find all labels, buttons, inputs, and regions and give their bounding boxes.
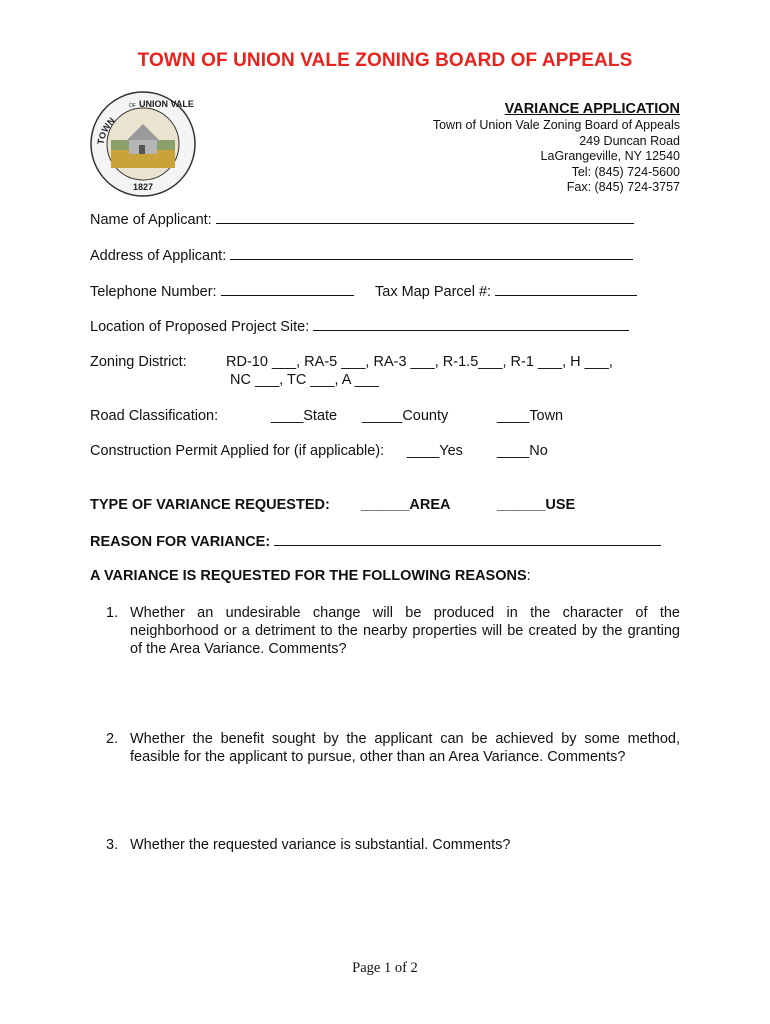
question-number: 3. xyxy=(106,837,119,853)
address-line: LaGrangeville, NY 12540 xyxy=(540,149,680,163)
location-label: Location of Proposed Project Site: xyxy=(90,319,310,335)
seal-top-text: TOWN xyxy=(95,115,117,146)
variance-use-option[interactable]: ______USE xyxy=(497,497,576,513)
question-text: Whether the benefit sought by the applicant can be achieved by some method, feasible for the applicant to pursue, other than an Area Variance. Comments? xyxy=(130,731,680,765)
telephone-row xyxy=(90,283,354,300)
address-label: Address of Applicant: xyxy=(90,248,227,264)
seal-year: 1827 xyxy=(132,182,154,192)
document-title: TOWN OF UNION VALE ZONING BOARD OF APPEALS xyxy=(137,50,633,71)
reasons-colon: : xyxy=(526,568,531,584)
zoning-label: Zoning District: xyxy=(90,354,187,370)
reason-field[interactable] xyxy=(274,533,661,546)
reasons-heading-row xyxy=(90,568,531,584)
address-line: Town of Union Vale Zoning Board of Appeals xyxy=(432,118,680,132)
zoning-options-line1[interactable]: RD-10 ___, RA-5 ___, RA-3 ___, R-1.5___, R-1 ___, H ___, xyxy=(226,354,613,370)
telephone-label: Telephone Number: xyxy=(90,284,217,300)
question-number: 1. xyxy=(106,605,119,621)
question-text: Whether an undesirable change will be produced in the character of the neighborhood or a detriment to the nearby properties will be created by the granting of the Area Variance. Comments? xyxy=(130,605,680,657)
address-block xyxy=(433,101,680,196)
road-state-option[interactable]: ____State xyxy=(271,408,338,424)
telephone-field[interactable] xyxy=(221,283,354,296)
zoning-options-line2[interactable]: NC ___, TC ___, A ___ xyxy=(230,372,379,388)
name-label: Name of Applicant: xyxy=(90,212,212,228)
reason-row xyxy=(90,533,661,550)
reason-label: REASON FOR VARIANCE: xyxy=(90,534,271,550)
permit-no-option[interactable]: ____No xyxy=(497,443,548,459)
seal-name-text: UNION VALE xyxy=(139,99,194,109)
town-seal-logo xyxy=(89,90,197,198)
location-field[interactable] xyxy=(313,318,629,331)
address-row xyxy=(90,247,633,264)
page-number: Page 1 of 2 xyxy=(352,960,418,976)
road-label: Road Classification: xyxy=(90,408,219,424)
variance-type-label: TYPE OF VARIANCE REQUESTED: xyxy=(90,497,330,513)
tax-map-label: Tax Map Parcel #: xyxy=(375,284,492,300)
road-county-option[interactable]: _____County xyxy=(362,408,449,424)
question-number: 2. xyxy=(106,731,119,747)
question-text: Whether the requested variance is substantial. Comments? xyxy=(130,837,511,853)
address-line: 249 Duncan Road xyxy=(579,133,680,148)
tax-map-row xyxy=(375,283,637,300)
location-row xyxy=(90,318,629,335)
tax-map-field[interactable] xyxy=(495,283,637,296)
address-line: Fax: (845) 724-3757 xyxy=(566,180,680,194)
address-field[interactable] xyxy=(230,247,633,260)
application-heading: VARIANCE APPLICATION xyxy=(504,101,680,117)
road-town-option[interactable]: ____Town xyxy=(497,408,564,424)
variance-area-option[interactable]: ______AREA xyxy=(361,497,451,513)
permit-label: Construction Permit Applied for (if applicable): xyxy=(90,443,385,459)
seal-of-text: OF xyxy=(129,103,136,109)
name-row xyxy=(90,211,634,228)
reasons-heading: A VARIANCE IS REQUESTED FOR THE FOLLOWING REASONS xyxy=(90,568,527,584)
address-line: Tel: (845) 724-5600 xyxy=(571,164,680,179)
permit-yes-option[interactable]: ____Yes xyxy=(407,443,463,459)
name-field[interactable] xyxy=(216,211,634,224)
